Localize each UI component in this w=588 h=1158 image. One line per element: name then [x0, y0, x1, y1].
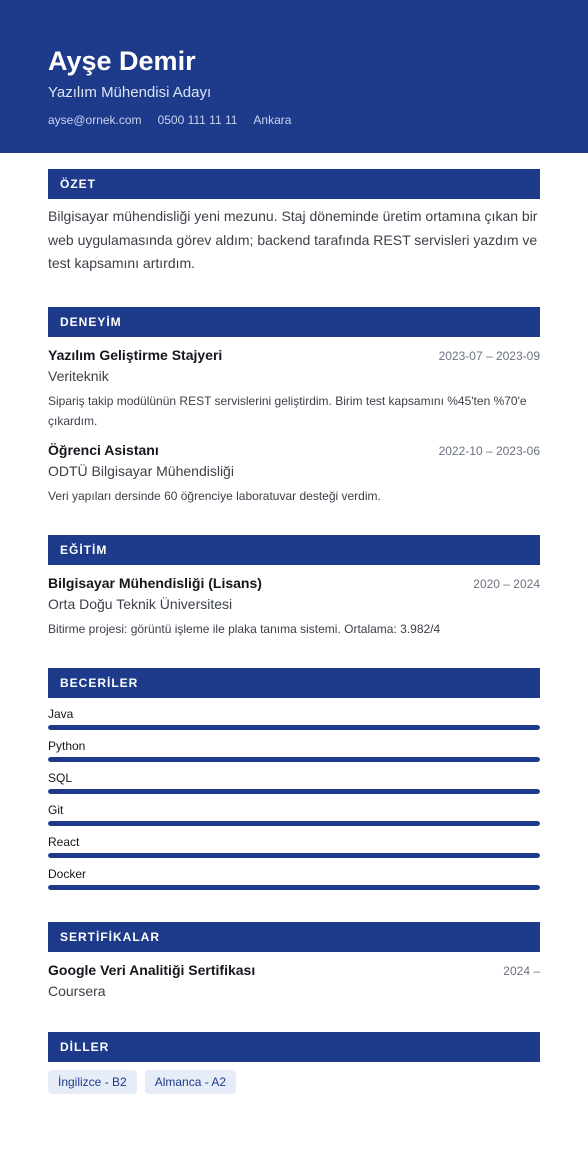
entry-title: Google Veri Analitiği Sertifikası [48, 962, 256, 978]
entry-description: Sipariş takip modülünün REST servislerini geliştirdim. Birim test kapsamını %45'ten %70'e çıkardım. [48, 394, 527, 428]
skill-bar-fill [48, 789, 540, 794]
skill-item [48, 706, 540, 730]
skill-bar [48, 789, 540, 794]
skill-name: Git [48, 803, 64, 817]
entry-date: 2024 – [503, 964, 540, 978]
entry-date: 2023-07 – 2023-09 [438, 349, 540, 363]
skill-item [48, 738, 540, 762]
entry-description: Veri yapıları dersinde 60 öğrenciye laboratuvar desteği verdim. [48, 489, 381, 503]
entry-description: Bitirme projesi: görüntü işleme ile plaka tanıma sistemi. Ortalama: 3.982/4 [48, 622, 441, 636]
section-title-experience: DENEYİM [48, 307, 540, 337]
skill-bar-fill [48, 821, 540, 826]
entry-date: 2022-10 – 2023-06 [438, 444, 540, 458]
entry-date: 2020 – 2024 [473, 577, 540, 591]
summary-text: Bilgisayar mühendisliği yeni mezunu. Staj döneminde üretim ortamına çıkan bir web uygulamasında görev aldım; backend tarafında REST servisleri yazdım ve test kapsamını artırdım. [48, 208, 538, 271]
skill-bar [48, 885, 540, 890]
education-entry [48, 574, 540, 639]
skill-bar-fill [48, 725, 540, 730]
skill-bar [48, 757, 540, 762]
skill-bar-fill [48, 757, 540, 762]
entry-title: Yazılım Geliştirme Stajyeri [48, 347, 223, 363]
section-title-skills: BECERİLER [48, 668, 540, 698]
skill-name: Python [48, 739, 86, 753]
entry-organization: ODTÜ Bilgisayar Mühendisliği [48, 463, 234, 479]
person-name: Ayşe Demir [48, 46, 196, 76]
city-text: Ankara [253, 113, 292, 127]
resume-header [0, 0, 588, 153]
entry-title: Öğrenci Asistanı [48, 442, 159, 458]
skill-name: Docker [48, 867, 87, 881]
entry-organization: Veriteknik [48, 368, 109, 384]
skill-item [48, 802, 540, 826]
contact-info [48, 113, 291, 128]
entry-organization: Coursera [48, 983, 106, 999]
skill-bar-fill [48, 885, 540, 890]
email-text: ayse@ornek.com [48, 113, 142, 127]
experience-entry [48, 346, 540, 431]
entry-title: Bilgisayar Mühendisliği (Lisans) [48, 575, 262, 591]
section-title-summary: ÖZET [48, 169, 540, 199]
experience-entry [48, 441, 540, 506]
language-chip: İngilizce - B2 [48, 1070, 137, 1094]
skill-item [48, 834, 540, 858]
skill-bar [48, 821, 540, 826]
skill-name: Java [48, 707, 74, 721]
skill-bar [48, 725, 540, 730]
section-title-certificates: SERTİFİKALAR [48, 922, 540, 952]
skill-name: SQL [48, 771, 73, 785]
skill-bar-fill [48, 853, 540, 858]
section-title-languages: DİLLER [48, 1032, 540, 1062]
skill-item [48, 866, 540, 890]
phone-text: 0500 111 11 11 [157, 113, 238, 127]
skill-bar [48, 853, 540, 858]
section-title-education: EĞİTİM [48, 535, 540, 565]
entry-organization: Orta Doğu Teknik Üniversitesi [48, 596, 233, 612]
language-list [48, 1070, 236, 1094]
skill-name: React [48, 835, 80, 849]
skill-item [48, 770, 540, 794]
certificate-entry [48, 961, 540, 1001]
language-chip: Almanca - A2 [145, 1070, 236, 1094]
person-role: Yazılım Mühendisi Adayı [48, 84, 212, 101]
